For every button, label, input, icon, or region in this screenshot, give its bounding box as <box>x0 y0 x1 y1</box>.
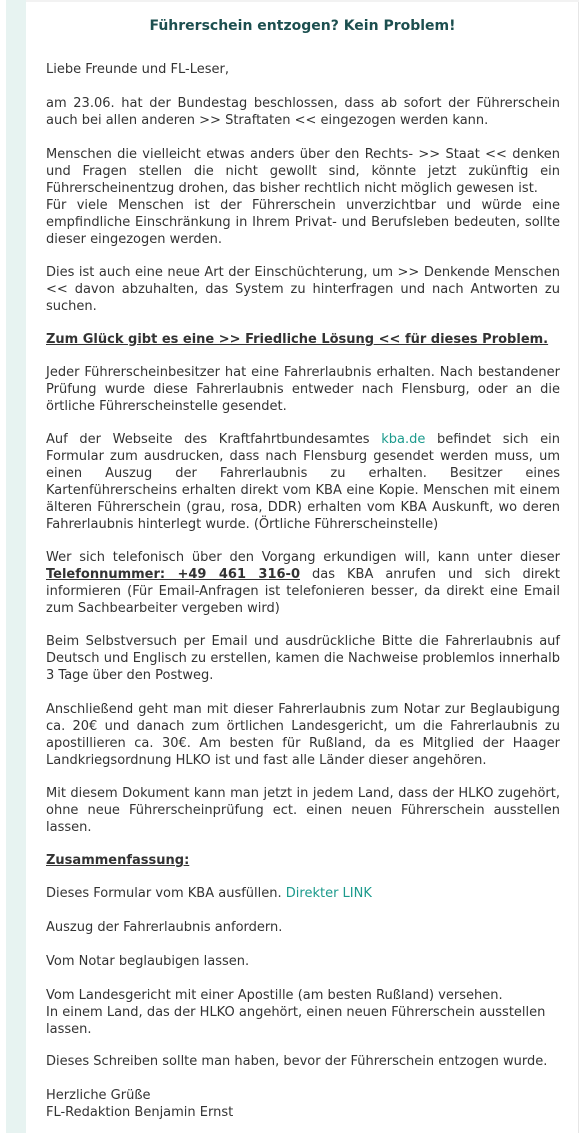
direct-link[interactable]: Direkter LINK <box>285 886 372 901</box>
summary-notar: Vom Notar beglaubigen lassen. <box>46 954 250 969</box>
signature: FL-Redaktion Benjamin Ernst <box>46 1105 234 1120</box>
paragraph-fahrerlaubnis: Jeder Führerscheinbesitzer hat eine Fahrerlaubnis erhalten. Nach bestandener Prüfung wurde diese Fahrerlaubnis entweder nach Flensburg, oder an die örtliche Führerscheinstelle gesendet. <box>46 365 560 414</box>
greeting: Liebe Freunde und FL-Leser, <box>46 62 229 77</box>
heading-zusammenfassung: Zusammenfassung: <box>46 853 190 868</box>
article-body <box>26 0 579 1133</box>
closing: Herzliche Grüße <box>46 1088 151 1103</box>
paragraph-kba-text-2: befindet sich ein Formular zum ausdrucken, dass nach Flensburg gesendet werden muss, um einen Auszug der Fahrerlaubnis zu erhalten. Besitzer eines Kartenführerscheins erhalten direkt vom KBA eine Kopie. Menschen mit einem älteren Führerschein (grau, rosa, DDR) erhalten vom KBA Auskunft, wo deren Fahrerlaubnis hinterlegt wurde. (Örtliche Führerscheinstelle) <box>46 432 560 532</box>
summary-land: In einem Land, das der HLKO angehört, einen neuen Führerschein ausstellen lassen. <box>46 1005 546 1037</box>
phone-number: Telefonnummer: +49 461 316-0 <box>46 566 300 582</box>
paragraph-intro: am 23.06. hat der Bundestag beschlossen, dass ab sofort der Führerschein auch bei allen anderen >> Straftaten << eingezogen werden kann. <box>46 96 560 128</box>
paragraph-telefon-text-1: Wer sich telefonisch über den Vorgang erkundigen will, kann unter dieser <box>46 550 560 565</box>
top-divider <box>26 0 579 2</box>
kba-link[interactable]: kba.de <box>381 432 426 447</box>
summary-landesgericht: Vom Landesgericht mit einer Apostille (am besten Rußland) versehen. <box>46 988 503 1003</box>
summary-schreiben: Dieses Schreiben sollte man haben, bevor der Führerschein entzogen wurde. <box>46 1054 548 1069</box>
paragraph-telefon-text-2: das KBA anrufen und sich direkt informieren (Für Email-Anfragen ist telefonieren besser, da direkt eine Email zum Sachbearbeiter vergeben wird) <box>46 566 560 616</box>
summary-formular-text: Dieses Formular vom KBA ausfüllen. <box>46 886 286 901</box>
article-title: Führerschein entzogen? Kein Problem! <box>149 18 456 34</box>
paragraph-selbstversuch: Beim Selbstversuch per Email und ausdrückliche Bitte die Fahrerlaubnis auf Deutsch und Englisch zu erstellen, kamen die Nachweise problemlos innerhalb 3 Tage über den Postweg. <box>46 634 560 683</box>
paragraph-einschuechterung: Dies ist auch eine neue Art der Einschüchterung, um >> Denkende Menschen << davon abzuhalten, das System zu hinterfragen und nach Antworten zu suchen. <box>46 265 560 314</box>
summary-formular <box>46 886 560 903</box>
paragraph-notar: Anschließend geht man mit dieser Fahrerlaubnis zum Notar zur Beglaubigung ca. 20€ und danach zum örtlichen Landesgericht, um die Fahrerlaubnis zu apostillieren ca. 30€. Am besten für Rußland, da es Mitglied der Haager Landkriegsordnung HLKO ist und fast alle Länder dieser angehören. <box>46 702 560 768</box>
heading-loesung: Zum Glück gibt es eine >> Friedliche Lösung << für dieses Problem. <box>46 332 549 347</box>
left-margin-bar <box>6 0 26 1133</box>
summary-auszug: Auszug der Fahrerlaubnis anfordern. <box>46 920 283 935</box>
paragraph-rechtsstaat: Menschen die vielleicht etwas anders über den Rechts- >> Staat << denken und Fragen stellen die nicht gewollt sind, könnte jetzt zukünftig ein Führerscheinentzug drohen, das bisher rechtlich nicht möglich gewesen ist. <box>46 147 560 196</box>
paragraph-unverzichtbar: Für viele Menschen ist der Führerschein unverzichtbar und würde eine empfindliche Einschränkung in Ihrem Privat- und Berufsleben bedeuten, sollte dieser eingezogen werden. <box>46 198 560 247</box>
paragraph-telefon <box>46 550 560 618</box>
paragraph-kba-text-1: Auf der Webseite des Kraftfahrtbundesamtes <box>46 432 382 447</box>
paragraph-hlko: Mit diesem Dokument kann man jetzt in jedem Land, dass der HLKO zugehört, ohne neue Führerscheinprüfung ect. einen neuen Führerschein ausstellen lassen. <box>46 786 560 835</box>
paragraph-kba <box>46 432 560 533</box>
